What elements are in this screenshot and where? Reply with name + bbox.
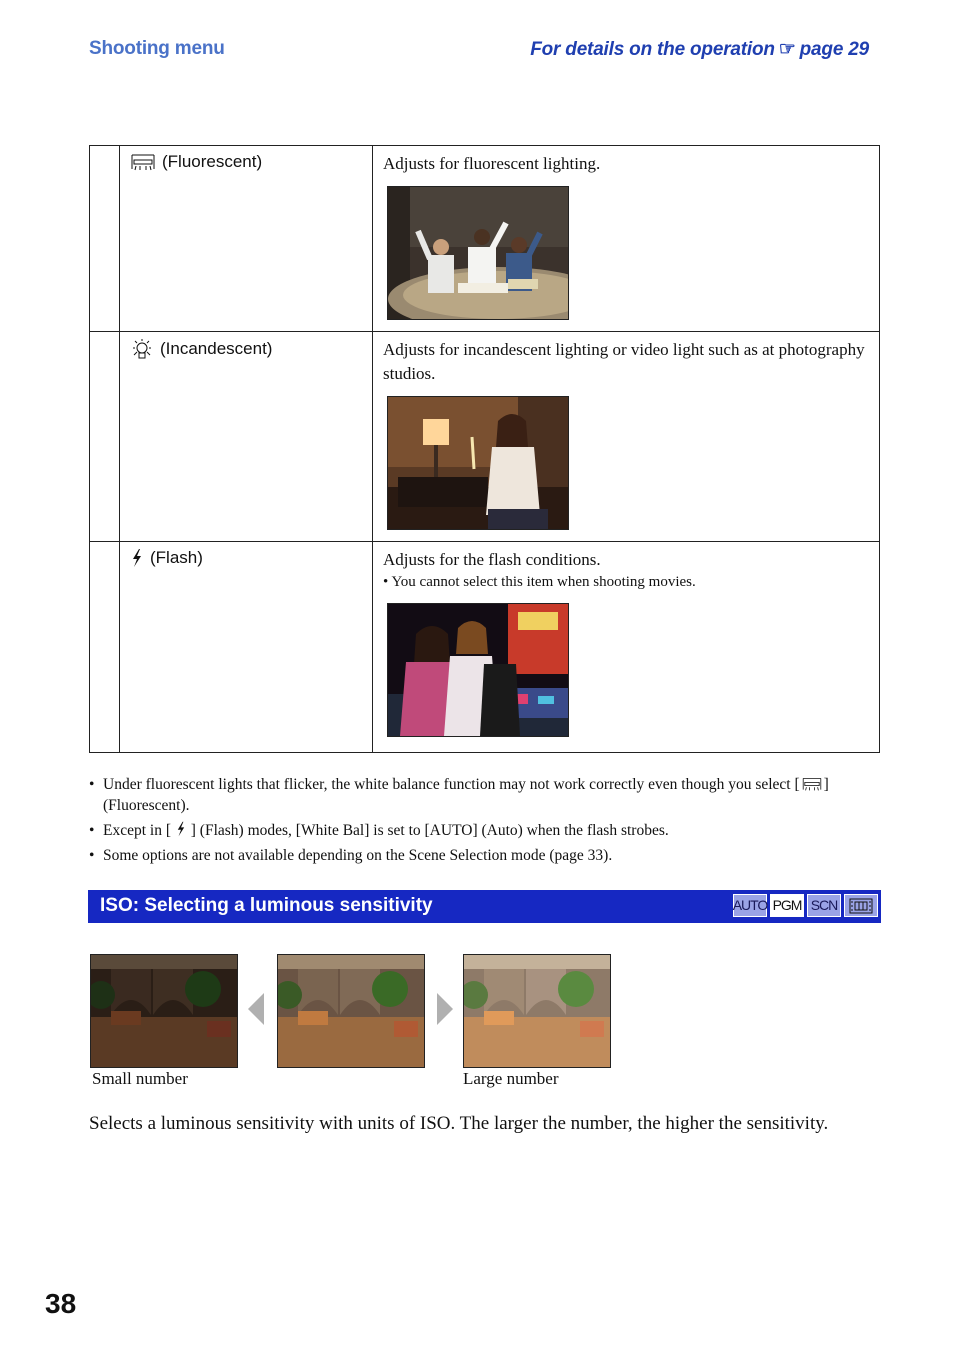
flash-icon (175, 821, 187, 837)
blank-cell (90, 542, 120, 753)
details-reference[interactable] (530, 38, 869, 61)
flash-icon (130, 548, 144, 568)
note: • You cannot select this item when shooting movies. (383, 574, 696, 590)
pointing-hand-icon: ☞ (778, 39, 796, 60)
women-night-city-photo (387, 603, 569, 737)
label-small-number: Small number (92, 1069, 188, 1088)
blank-cell (90, 146, 120, 332)
incandescent-icon (130, 338, 154, 360)
arrow-right-icon (436, 992, 454, 1026)
note-text: You cannot select this item when shooting movies. (391, 574, 696, 590)
iso-section-header (88, 890, 881, 923)
table-row (90, 542, 880, 753)
mode-label: (Incandescent) (160, 339, 273, 358)
mode-label: (Flash) (150, 548, 203, 567)
white-balance-table (89, 145, 880, 753)
description: Adjusts for the flash conditions. (383, 550, 601, 569)
fluorescent-icon (130, 152, 156, 172)
movie-film-icon (844, 894, 878, 917)
description: Adjusts for incandescent lighting or video light such as at photography studios. (383, 340, 865, 383)
list-item (89, 820, 879, 841)
available-modes (733, 894, 878, 917)
iso-description: Selects a luminous sensitivity with units of ISO. The larger the number, the higher the sensitivity. (89, 1113, 829, 1134)
description-cell (373, 332, 880, 542)
note-text: Except in [ (103, 822, 172, 839)
notes-list (89, 774, 879, 870)
mode-cell (120, 542, 373, 753)
mode-cell (120, 146, 373, 332)
list-item (89, 774, 879, 816)
fluorescent-icon (800, 776, 824, 792)
note-text: Under fluorescent lights that flicker, the white balance function may not work correctly even though you select [ (103, 776, 800, 793)
office-people-cheering-photo (387, 186, 569, 320)
note-text: ] (Fluorescent). (103, 776, 829, 814)
table-row (90, 332, 880, 542)
section-title: Shooting menu (89, 38, 225, 59)
mode-cell (120, 332, 373, 542)
iso-sample-normal-photo (277, 954, 425, 1068)
description-cell (373, 146, 880, 332)
iso-section-title: ISO: Selecting a luminous sensitivity (100, 895, 433, 916)
note-text: ] (Flash) modes, [White Bal] is set to [AUTO] (Auto) when the flash strobes. (190, 822, 669, 839)
mode-auto-badge: AUTO (733, 894, 767, 917)
description: Adjusts for fluorescent lighting. (383, 154, 601, 173)
page-number: 38 (45, 1288, 77, 1319)
label-large-number: Large number (463, 1069, 559, 1088)
iso-sample-dark-photo (90, 954, 238, 1068)
mode-scn-badge: SCN (807, 894, 841, 917)
table-row (90, 146, 880, 332)
blank-cell (90, 332, 120, 542)
iso-sample-bright-photo (463, 954, 611, 1068)
note-text: Some options are not available depending on the Scene Selection mode (page 33). (103, 847, 613, 864)
list-item (89, 845, 879, 866)
mode-pgm-badge: PGM (770, 894, 804, 917)
mode-label: (Fluorescent) (162, 152, 263, 171)
details-page: page 29 (799, 39, 869, 60)
arrow-left-icon (247, 992, 265, 1026)
woman-with-champagne-lamp-photo (387, 396, 569, 530)
details-prefix: For details on the operation (530, 39, 775, 60)
description-cell (373, 542, 880, 753)
